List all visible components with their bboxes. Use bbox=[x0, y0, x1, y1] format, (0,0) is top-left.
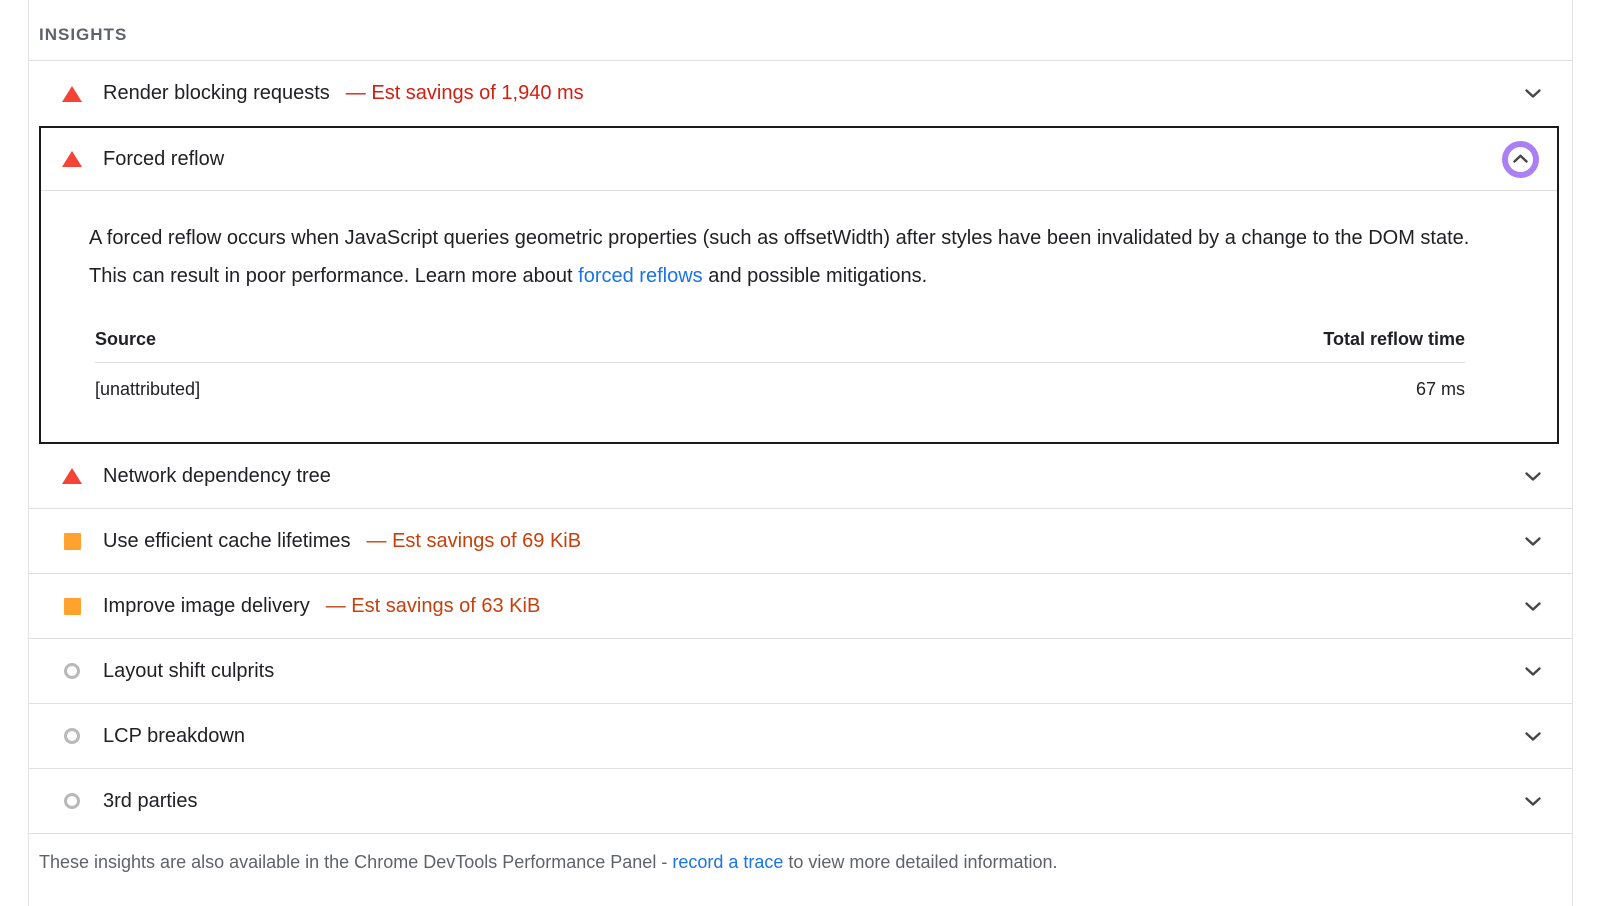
source-cell: [unattributed] bbox=[95, 379, 201, 399]
chevron-down-icon[interactable] bbox=[1524, 731, 1542, 742]
insight-row-layout-shift-culprits[interactable] bbox=[29, 639, 1572, 704]
insight-row-improve-image-delivery[interactable] bbox=[29, 574, 1572, 639]
severity-none-icon bbox=[61, 728, 83, 744]
chevron-down-icon[interactable] bbox=[1524, 601, 1542, 612]
severity-medium-icon bbox=[61, 598, 83, 615]
chevron-down-icon[interactable] bbox=[1524, 796, 1542, 807]
chevron-down-icon[interactable] bbox=[1524, 666, 1542, 677]
description-text: and possible mitigations. bbox=[702, 265, 928, 287]
insight-label: Forced reflow bbox=[103, 147, 225, 170]
collapse-button[interactable] bbox=[1502, 141, 1539, 178]
insight-label: Use efficient cache lifetimes bbox=[103, 529, 351, 552]
insight-row-render-blocking-requests[interactable] bbox=[29, 61, 1572, 126]
insight-row-forced-reflow[interactable] bbox=[41, 128, 1557, 191]
forced-reflow-description bbox=[41, 191, 1557, 295]
chevron-up-icon bbox=[1512, 154, 1529, 164]
forced-reflows-link[interactable]: forced reflows bbox=[578, 265, 703, 287]
insight-savings: — Est savings of 1,940 ms bbox=[345, 82, 584, 104]
insight-label: 3rd parties bbox=[103, 789, 198, 812]
insight-savings: — Est savings of 69 KiB bbox=[366, 529, 582, 552]
insight-row-network-dependency-tree[interactable] bbox=[29, 444, 1572, 509]
insight-label: Layout shift culprits bbox=[103, 659, 275, 682]
chevron-down-icon[interactable] bbox=[1524, 88, 1542, 99]
column-header-total-reflow-time: Total reflow time bbox=[678, 321, 1465, 363]
severity-none-icon bbox=[61, 793, 83, 809]
insights-panel bbox=[28, 0, 1573, 906]
insight-savings: — Est savings of 63 KiB bbox=[325, 594, 541, 617]
insight-row-lcp-breakdown[interactable] bbox=[29, 704, 1572, 769]
chevron-down-icon[interactable] bbox=[1524, 471, 1542, 482]
table-header-row bbox=[95, 321, 1465, 363]
severity-high-icon bbox=[61, 468, 83, 484]
reflow-time-cell: 67 ms bbox=[1415, 379, 1465, 399]
chevron-down-icon[interactable] bbox=[1524, 536, 1542, 547]
insight-label: Render blocking requests bbox=[103, 82, 330, 104]
insight-label: LCP breakdown bbox=[103, 724, 245, 747]
description-text: A forced reflow occurs when JavaScript queries geometric properties (such as offsetWidth) after styles have been invalidated by a change to the DOM state. This can result in poor performance. Learn more about bbox=[89, 227, 1470, 287]
insights-section-header bbox=[29, 0, 1572, 61]
insight-row-use-efficient-cache-lifetimes[interactable] bbox=[29, 509, 1572, 574]
severity-high-icon bbox=[61, 151, 83, 167]
severity-high-icon bbox=[61, 86, 83, 102]
forced-reflow-table bbox=[95, 321, 1465, 404]
record-a-trace-link[interactable]: record a trace bbox=[672, 852, 784, 872]
column-header-source: Source bbox=[95, 321, 678, 363]
footer-note bbox=[29, 834, 1572, 873]
insight-expanded-forced-reflow bbox=[39, 126, 1559, 444]
footer-text: These insights are also available in the Chrome DevTools Performance Panel - bbox=[39, 852, 673, 872]
severity-medium-icon bbox=[61, 533, 83, 550]
insight-row-3rd-parties[interactable] bbox=[29, 769, 1572, 834]
table-row bbox=[95, 363, 1465, 405]
insight-label: Network dependency tree bbox=[103, 464, 331, 487]
severity-none-icon bbox=[61, 663, 83, 679]
footer-text: to view more detailed information. bbox=[783, 852, 1058, 872]
insights-title: INSIGHTS bbox=[39, 25, 128, 44]
insight-label: Improve image delivery bbox=[103, 594, 310, 617]
